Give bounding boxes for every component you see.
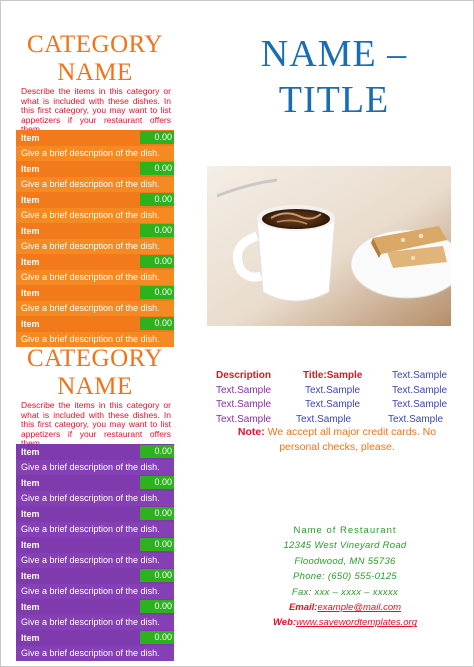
category-title-line2: NAME (57, 373, 133, 400)
menu-description-row (16, 491, 174, 507)
menu-item-description: Give a brief description of the dish. (21, 179, 160, 190)
info-table-cell: Text.Sample (296, 413, 352, 425)
info-table-cell: Text.Sample (392, 370, 448, 381)
menu-item-name: Item (21, 570, 40, 581)
menu-item-description: Give a brief description of the dish. (21, 586, 160, 597)
contact-block (261, 523, 429, 631)
note-text: We accept all major credit cards. No personal checks, please. (264, 426, 437, 453)
address-line-1: 12345 West Vineyard Road (283, 540, 407, 552)
menu-description-row (16, 208, 174, 224)
menu-item-row (16, 254, 174, 270)
category-section-1 (16, 31, 174, 345)
menu-item-name: Item (21, 477, 40, 488)
coffee-cup-and-biscotti-photo (207, 166, 451, 326)
category-section-2 (16, 345, 174, 659)
menu-item-row (16, 316, 174, 332)
menu-item-price: 0.00 (140, 507, 174, 520)
menu-description-row (16, 584, 174, 600)
menu-item-name: Item (21, 508, 40, 519)
info-table-cell: Text.Sample (216, 413, 272, 425)
menu-description-row (16, 239, 174, 255)
email-line (261, 600, 429, 615)
info-table-cell: Text.Sample (216, 384, 272, 396)
email-link[interactable]: example@mail.com (317, 602, 402, 614)
address-line-2: Floodwood, MN 55736 (294, 555, 396, 567)
menu-item-description: Give a brief description of the dish. (21, 648, 160, 659)
menu-description-row (16, 146, 174, 162)
menu-item-price: 0.00 (140, 445, 174, 458)
category-title-line1: CATEGORY (27, 345, 163, 372)
category-description: Describe the items in this category or what is included with these dishes. In this first category, you may want to list appetizers if your restaurant offers (21, 400, 171, 439)
category-description: Describe the items in this category or what is included with these dishes. In this first category, you may want to list appetizers if your restaurant offers (21, 86, 171, 125)
menu-item-row (16, 568, 174, 584)
category-title-line2: NAME (57, 59, 133, 86)
info-table-cell: Text.Sample (305, 384, 361, 396)
info-table-cell: Text.Sample (388, 413, 444, 425)
menu-item-description: Give a brief description of the dish. (21, 617, 160, 628)
menu-item-name: Item (21, 256, 40, 267)
menu-item-description: Give a brief description of the dish. (21, 303, 160, 314)
menu-item-description: Give a brief description of the dish. (21, 462, 160, 473)
menu-item-price: 0.00 (140, 255, 174, 268)
menu-item-price: 0.00 (140, 476, 174, 489)
info-table-cell-text: Title:Sample (303, 370, 363, 381)
menu-item-name: Item (21, 225, 40, 236)
menu-item-row (16, 537, 174, 553)
menu-item-row (16, 192, 174, 208)
menu-item-row (16, 506, 174, 522)
menu-description-row (16, 460, 174, 476)
menu-item-price: 0.00 (140, 162, 174, 175)
menu-item-price: 0.00 (140, 600, 174, 613)
menu-item-price: 0.00 (140, 131, 174, 144)
info-table-cell: Description (216, 370, 272, 381)
menu-item-row (16, 444, 174, 460)
menu-item-description: Give a brief description of the dish. (21, 210, 160, 221)
menu-item-row (16, 285, 174, 301)
menu-item-price: 0.00 (140, 538, 174, 551)
menu-item-name: Item (21, 287, 40, 298)
menu-item-name: Item (21, 132, 40, 143)
menu-item-row (16, 161, 174, 177)
menu-item-name: Item (21, 601, 40, 612)
menu-description-row (16, 522, 174, 538)
restaurant-name: Name of Restaurant (293, 525, 397, 536)
info-table-cell: Text.Sample (216, 399, 272, 410)
phone: Phone: (650) 555-0125 (292, 571, 397, 583)
web-line (261, 615, 429, 630)
web-label: Web: (273, 617, 297, 629)
menu-list-purple (16, 444, 174, 661)
menu-item-description: Give a brief description of the dish. (21, 555, 160, 566)
menu-item-price: 0.00 (140, 569, 174, 582)
menu-description-row (16, 553, 174, 569)
menu-item-row (16, 475, 174, 491)
menu-item-price: 0.00 (140, 317, 174, 330)
menu-item-name: Item (21, 194, 40, 205)
info-table-cell: Text.Sample (305, 399, 361, 410)
menu-item-row (16, 599, 174, 615)
note-label: Note: (237, 426, 265, 438)
category-title (16, 31, 174, 87)
menu-item-name: Item (21, 632, 40, 643)
menu-item-row (16, 630, 174, 646)
menu-item-name: Item (21, 163, 40, 174)
menu-item-price: 0.00 (140, 224, 174, 237)
menu-description-row (16, 615, 174, 631)
info-table-cell: Text.Sample (392, 384, 448, 396)
page-title-line2: TITLE (278, 79, 390, 121)
web-link[interactable]: www.savewordtemplates.org (296, 617, 417, 629)
category-title-line1: CATEGORY (27, 31, 163, 58)
menu-item-price: 0.00 (140, 631, 174, 644)
menu-item-description: Give a brief description of the dish. (21, 148, 160, 159)
menu-description-row (16, 270, 174, 286)
menu-item-description: Give a brief description of the dish. (21, 272, 160, 283)
email-label: Email: (288, 602, 318, 614)
fax: Fax: xxx – xxxx – xxxxx (291, 586, 399, 598)
menu-item-price: 0.00 (140, 193, 174, 206)
category-title (16, 345, 174, 401)
payment-note (221, 425, 453, 455)
menu-item-row (16, 130, 174, 146)
menu-item-description: Give a brief description of the dish. (21, 493, 160, 504)
menu-item-name: Item (21, 539, 40, 550)
info-table-cell (303, 370, 362, 381)
menu-item-price: 0.00 (140, 286, 174, 299)
menu-description-row (16, 177, 174, 193)
menu-item-description: Give a brief description of the dish. (21, 241, 160, 252)
menu-item-name: Item (21, 318, 40, 329)
menu-list-orange (16, 130, 174, 347)
page-title-line1: NAME – (260, 33, 408, 75)
menu-description-row (16, 301, 174, 317)
info-table-cell: Text.Sample (392, 399, 448, 410)
menu-item-description: Give a brief description of the dish. (21, 524, 160, 535)
menu-item-row (16, 223, 174, 239)
page-title (205, 31, 463, 123)
menu-description-row (16, 646, 174, 662)
photo-illustration (207, 166, 451, 326)
menu-item-description: Give a brief description of the dish. (21, 334, 160, 345)
menu-item-name: Item (21, 446, 40, 457)
